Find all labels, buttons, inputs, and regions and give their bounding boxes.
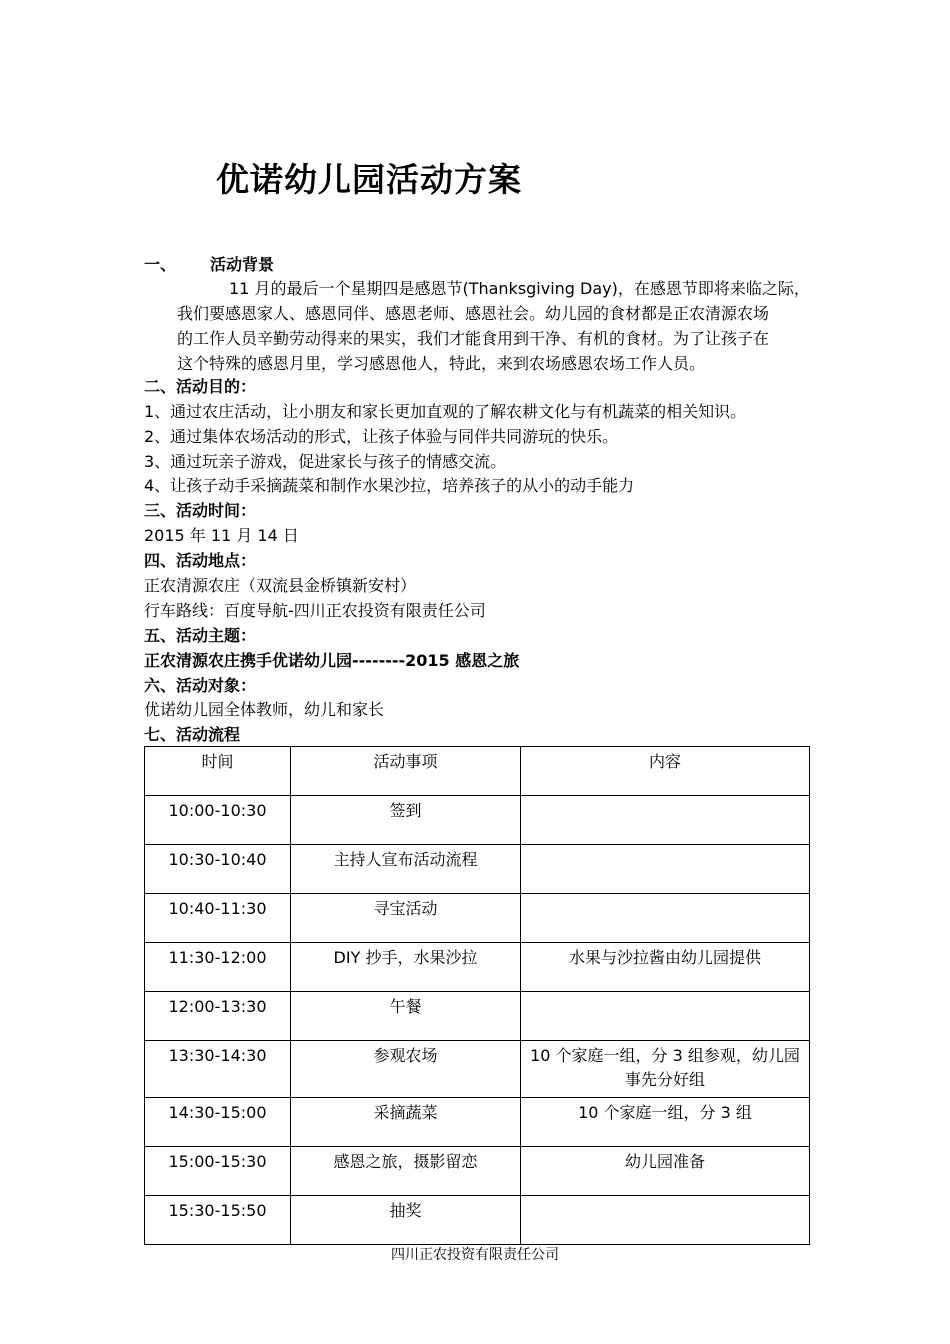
- goal-item-2: 2、通过集体农场活动的形式，让孩子体验与同伴共同游玩的快乐。: [144, 427, 619, 446]
- cell-activity: 寻宝活动: [291, 894, 521, 943]
- goal-item-1: 1、通过农庄活动，让小朋友和家长更加直观的了解农耕文化与有机蔬菜的相关知识。: [144, 402, 747, 421]
- cell-activity: 参观农场: [291, 1041, 521, 1098]
- cell-activity: 抽奖: [291, 1196, 521, 1245]
- cell-time: 10:40-11:30: [145, 894, 291, 943]
- table-row: [145, 894, 810, 943]
- activity-location: 正农清源农庄（双流县金桥镇新安村）: [144, 576, 417, 595]
- cell-time: 15:30-15:50: [145, 1196, 291, 1245]
- cell-activity: 主持人宣布活动流程: [291, 845, 521, 894]
- goal-item-4: 4、让孩子动手采摘蔬菜和制作水果沙拉，培养孩子的从小的动手能力: [144, 476, 635, 495]
- paragraph-line: 这个特殊的感恩月里，学习感恩他人，特此，来到农场感恩农场工作人员。: [177, 354, 706, 373]
- page-footer: 四川正农投资有限责任公司: [391, 1247, 559, 1263]
- cell-activity: 感恩之旅，摄影留恋: [291, 1147, 521, 1196]
- cell-time: 13:30-14:30: [145, 1041, 291, 1098]
- table-row: [145, 992, 810, 1041]
- table-row: [145, 1147, 810, 1196]
- table-row: [145, 943, 810, 992]
- cell-content: [521, 992, 810, 1041]
- section-3-heading: 三、活动时间：: [144, 501, 257, 520]
- cell-time: 15:00-15:30: [145, 1147, 291, 1196]
- cell-content: 水果与沙拉酱由幼儿园提供: [521, 943, 810, 992]
- cell-activity: 午餐: [291, 992, 521, 1041]
- section-5-heading: 五、活动主题：: [144, 626, 257, 645]
- paragraph-line: 11 月的最后一个星期四是感恩节(Thanksgiving Day)，在感恩节即将来临之际，: [229, 279, 810, 298]
- table-row: [145, 1196, 810, 1245]
- page-title: 优诺幼儿园活动方案: [216, 160, 522, 199]
- cell-content: [521, 1196, 810, 1245]
- section-6-heading: 六、活动对象：: [144, 676, 257, 695]
- table-row: [145, 1098, 810, 1147]
- cell-time: 12:00-13:30: [145, 992, 291, 1041]
- driving-route: 行车路线：百度导航-四川正农投资有限责任公司: [144, 601, 486, 620]
- cell-time: 10:30-10:40: [145, 845, 291, 894]
- cell-time: 14:30-15:00: [145, 1098, 291, 1147]
- cell-content: 幼儿园准备: [521, 1147, 810, 1196]
- paragraph-line: 我们要感恩家人、感恩同伴、感恩老师、感恩社会。幼儿园的食材都是正农清源农场: [177, 304, 770, 323]
- table-row: [145, 845, 810, 894]
- column-header-activity: 活动事项: [291, 747, 521, 796]
- activity-date: 2015 年 11 月 14 日: [144, 526, 299, 545]
- section-1-number: 一、: [144, 255, 177, 274]
- cell-time: 10:00-10:30: [145, 796, 291, 845]
- column-header-time: 时间: [145, 747, 291, 796]
- section-4-heading: 四、活动地点：: [144, 551, 257, 570]
- cell-activity: DIY 抄手，水果沙拉: [291, 943, 521, 992]
- table-header-row: [145, 747, 810, 796]
- cell-content: [521, 796, 810, 845]
- section-7-heading: 七、活动流程: [144, 725, 241, 744]
- background-paragraph: [177, 276, 811, 376]
- cell-content: [521, 894, 810, 943]
- section-1-heading: 活动背景: [210, 255, 275, 274]
- cell-content: 10 个家庭一组，分 3 组: [521, 1098, 810, 1147]
- table-row: [145, 796, 810, 845]
- table-row: [145, 1041, 810, 1098]
- schedule-table: [144, 746, 810, 1245]
- cell-activity: 签到: [291, 796, 521, 845]
- activity-audience: 优诺幼儿园全体教师，幼儿和家长: [144, 700, 385, 719]
- column-header-content: 内容: [521, 747, 810, 796]
- activity-theme: 正农清源农庄携手优诺幼儿园--------2015 感恩之旅: [144, 651, 520, 670]
- cell-content: [521, 845, 810, 894]
- cell-time: 11:30-12:00: [145, 943, 291, 992]
- section-2-heading: 二、活动目的：: [144, 377, 257, 396]
- cell-activity: 采摘蔬菜: [291, 1098, 521, 1147]
- paragraph-line: 的工作人员辛勤劳动得来的果实，我们才能食用到干净、有机的食材。为了让孩子在: [177, 329, 770, 348]
- goal-item-3: 3、通过玩亲子游戏，促进家长与孩子的情感交流。: [144, 452, 507, 471]
- cell-content: 10 个家庭一组，分 3 组参观，幼儿园事先分好组: [521, 1041, 810, 1098]
